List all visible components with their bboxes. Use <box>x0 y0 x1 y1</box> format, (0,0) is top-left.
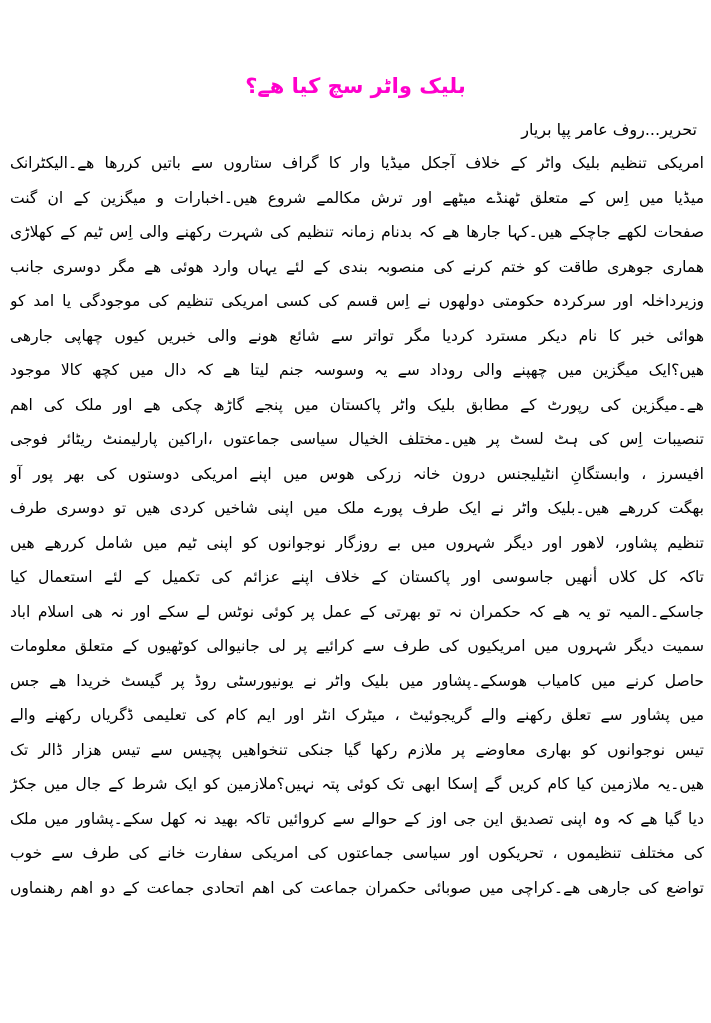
body-line: تواضع کی جارھی ھے۔کراچی میں صوبائی حکمران جماعت کی اھم اتحادی جماعت کے دو اھم رھنماوں <box>10 878 704 897</box>
body-line: میڈیا میں اِس کے متعلق ٹھنڈے میٹھے اور ترش مکالمے شروع ھیں۔اخبارات و میگزین کے ان گنت <box>10 188 704 207</box>
body-line: دیا گیا ھے کہ وہ اپنی تصدیق این جی اوز کے حوالے سے کروائیں تاکہ بھید نہ کھل سکے۔پشاور میں ملک <box>10 809 704 828</box>
article-body <box>10 146 704 905</box>
body-line: حاصل کرنے میں کامیاب ھوسکے۔پشاور میں بلیک واٹر نے یونیورسٹی روڈ پر گیسٹ خریدا ھے جس <box>10 671 704 690</box>
body-line: ھیں؟ایک میگزین میں چھپنے والی روداد سے یہ وسوسہ جنم لیتا ھے کہ دال میں کچھ کالا موجود <box>10 361 704 379</box>
body-line: تیس نوجوانوں کو بھاری معاوضے پر ملازم رکھا گیا جنکی تنخواھیں پچیس سے تیس ھزار ڈالر تک <box>10 740 704 759</box>
body-line: تاکہ کل کلاں أنھیں جاسوسی اور پاکستان کے خلاف اپنے عزائم کی تکمیل کے لئے استعمال کیا <box>10 568 704 586</box>
body-line: کی مختلف تنظیموں ، تحریکوں اور سیاسی جماعتوں کی امریکی سفارت خانے کی طرف سے خوب <box>10 844 704 862</box>
body-line: بھگت کررھے ھیں۔بلیک واٹر نے ایک طرف پورے ملک میں اپنی شاخیں کردی ھیں تو دوسری طرف <box>10 499 704 517</box>
body-line: ھوائی خبر کا نام دیکر مسترد کردیا مگر تواتر سے شائع ھونے والی خبریں کیوں چھاپی جارھی <box>10 326 704 345</box>
body-line: صفحات لکھے جاچکے ھیں۔کہا جارھا ھے کہ بدنام زمانہ تنظیم کی شہرت رکھنے والی اِس ٹیم کے کھلاڑی <box>10 223 704 241</box>
body-line: افیسرز ، وابستگانِ انٹیلیجنس درون خانہ زرکی ھوس میں اپنے امریکی دوستوں کی بھر پور آو <box>10 464 704 483</box>
body-line: وزیرداخلہ اور سرکردہ حکومتی دولھوں نے اِس قسم کی کسی امریکی تنظیم کی موجودگی یا امد کو <box>10 292 704 310</box>
body-line: تنظیم پشاور، لاھور اور دیگر شہروں میں بے روزگار نوجوانوں کو اپنی ٹیم میں شامل کررھے ھیں <box>10 533 704 552</box>
article-byline: تحریر...روف عامر پپا بریار <box>521 120 697 139</box>
body-line: ھے۔میگزین کی رپورٹ کے مطابق بلیک واٹر پاکستان میں پنجے گاڑھ چکی ھے اور ملک کی اھم <box>10 395 704 414</box>
body-line: میں پشاور سے تعلق رکھنے والے گریجوئیٹ ، میٹرک انٹر اور ایم کام کی تعلیمی ڈگریاں رکھنے والے <box>10 706 704 724</box>
body-line: ھیں۔یہ ملازمین کیا کام کریں گے إسکا ابھی تک کوئی پتہ نہیں؟ملازمین کو ایک شرط کے جال میں جکڑ <box>10 775 704 793</box>
body-line: تنصیبات اِس کی ہٹ لسٹ پر ھیں۔مختلف الخیال سیاسی جماعتوں ،اراکین پارلیمنٹ ریٹائر فوجی <box>10 430 704 448</box>
article-title: بلیک واٹر سچ کیا ھے؟ <box>245 74 466 98</box>
body-line: جاسکے۔المیہ تو یہ ھے کہ حکمران نہ تو بھرتی کے عمل پر کوئی نوٹس لے سکے اور نہ ھی اسلام اباد <box>10 602 704 621</box>
body-line: ھماری جوھری طاقت کو ختم کرنے کی منصوبہ بندی کے لئے یہاں وارد ھوئی ھے مگر دوسری جانب <box>10 257 704 276</box>
body-line: امریکی تنظیم بلیک واٹر کے خلاف آجکل میڈیا وار کا گراف ستاروں سے باتیں کررھا ھے۔الیکٹرانک <box>10 154 704 172</box>
body-line: سمیت دیگر شہروں میں امریکیوں کی طرف سے کرائیے پر لی جانیوالی کوٹھیوں کے متعلق معلومات <box>10 637 704 655</box>
